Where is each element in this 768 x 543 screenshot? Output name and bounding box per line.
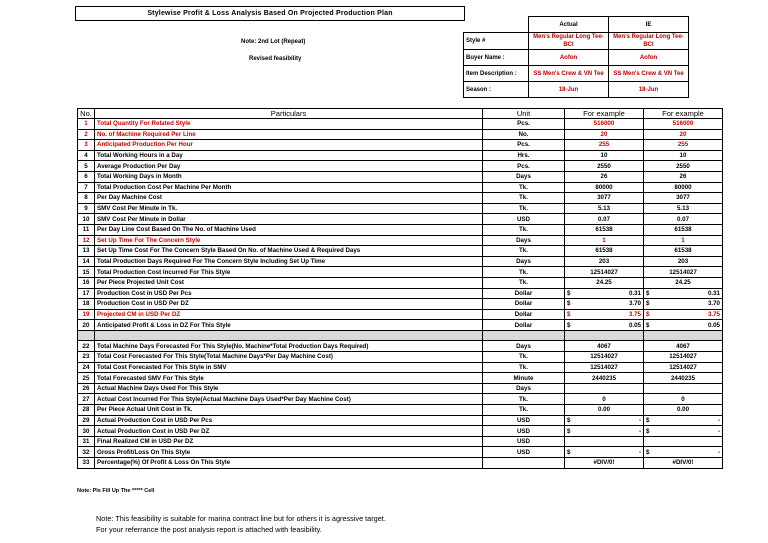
row-value-actual: 12514027 (565, 362, 644, 373)
row-value-ie (644, 320, 723, 331)
row-value-actual (565, 415, 644, 426)
row-value-ie (644, 426, 723, 437)
table-row (78, 415, 723, 426)
dollar-amount: - (638, 416, 641, 424)
table-row (78, 436, 723, 447)
row-particular: Set Up Time For The Concern Style (95, 235, 483, 246)
row-number: 27 (78, 394, 95, 405)
row-value-actual (565, 288, 644, 299)
row-number: 28 (78, 405, 95, 416)
table-row (78, 235, 723, 246)
ie-column-header: IE (609, 17, 689, 33)
row-value-actual: 3077 (565, 193, 644, 204)
row-value-ie: 20 (644, 129, 723, 140)
dollar-amount: - (638, 448, 641, 456)
currency-symbol: $ (646, 310, 650, 318)
header-info-actual: Men's Regular Long Tee-BCI (529, 33, 609, 50)
currency-symbol: $ (646, 289, 650, 297)
row-unit: Minute (483, 373, 565, 384)
currency-symbol: $ (567, 289, 571, 297)
row-value-ie: 12514027 (644, 362, 723, 373)
row-value-ie: 12514027 (644, 267, 723, 278)
row-value-ie (644, 415, 723, 426)
row-number: 31 (78, 436, 95, 447)
row-unit: Tk. (483, 277, 565, 288)
row-value-ie: 516000 (644, 119, 723, 130)
no-header: No. (78, 109, 95, 119)
table-row (78, 458, 723, 469)
row-value-actual: 26 (565, 171, 644, 182)
row-value-ie: 5.13 (644, 203, 723, 214)
row-unit: Days (483, 256, 565, 267)
row-unit: Days (483, 383, 565, 394)
dollar-amount: - (717, 427, 720, 435)
table-row (78, 405, 723, 416)
table-row (78, 214, 723, 225)
row-particular: Anticipated Production Per Hour (95, 140, 483, 151)
row-unit: Dollar (483, 320, 565, 331)
row-value-ie: 3077 (644, 193, 723, 204)
row-number: 23 (78, 352, 95, 363)
table-row (78, 362, 723, 373)
row-number: 14 (78, 256, 95, 267)
dollar-amount: 3.75 (707, 310, 720, 318)
header-info-ie: SS Men's Crew & VN Tee (609, 66, 689, 82)
row-value-actual: 516000 (565, 119, 644, 130)
dollar-amount: - (717, 416, 720, 424)
row-particular: Total Cost Forecasted For This Style(Total Machine Days*Per Day Machine Cost) (95, 352, 483, 363)
row-particular: Total Working Days in Month (95, 171, 483, 182)
table-row (78, 193, 723, 204)
row-value-actual (565, 330, 644, 341)
table-row (78, 203, 723, 214)
currency-symbol: $ (567, 310, 571, 318)
row-particular: Total Production Cost Incurred For This Style (95, 267, 483, 278)
dollar-amount: 3.70 (707, 300, 720, 308)
row-unit: USD (483, 214, 565, 225)
row-particular: No. of Machine Required Per Line (95, 129, 483, 140)
row-value-actual: 0 (565, 394, 644, 405)
row-particular: Production Cost in USD Per Pcs (95, 288, 483, 299)
row-number: 6 (78, 171, 95, 182)
row-value-ie: 4067 (644, 341, 723, 352)
row-number: 8 (78, 193, 95, 204)
header-info-ie: Aofon (609, 50, 689, 66)
header-info-ie: Men's Regular Long Tee-BCI (609, 33, 689, 50)
row-number: 20 (78, 320, 95, 331)
row-unit (483, 458, 565, 469)
row-value-actual: #DIV/0! (565, 458, 644, 469)
table-row (78, 447, 723, 458)
lot-note: Note: 2nd Lot (Repeat) (241, 39, 306, 45)
row-number: 1 (78, 119, 95, 130)
row-value-ie: 24.25 (644, 277, 723, 288)
row-value-ie: 255 (644, 140, 723, 151)
revised-feasibility-label: Revised feasibility (249, 56, 302, 62)
row-unit: No. (483, 129, 565, 140)
row-particular: Production Cost in USD Per DZ (95, 299, 483, 310)
row-particular: Actual Cost Incurred For This Style(Actual Machine Days Used*Per Day Machine Cost) (95, 394, 483, 405)
row-value-ie: 12514027 (644, 352, 723, 363)
row-unit: Tk. (483, 246, 565, 257)
row-value-ie: 61538 (644, 224, 723, 235)
dollar-amount: 3.70 (628, 300, 641, 308)
row-unit: Dollar (483, 288, 565, 299)
row-number: 13 (78, 246, 95, 257)
row-unit: Tk. (483, 405, 565, 416)
row-number: 4 (78, 150, 95, 161)
table-row (78, 341, 723, 352)
table-row (78, 140, 723, 151)
table-row (78, 320, 723, 331)
currency-symbol: $ (567, 427, 571, 435)
row-particular: Per Day Machine Cost (95, 193, 483, 204)
dollar-amount: 0.31 (707, 289, 720, 297)
row-unit: USD (483, 426, 565, 437)
row-number: 19 (78, 309, 95, 320)
row-particular: Total Forecasted SMV For This Style (95, 373, 483, 384)
row-particular: Actual Machine Days Used For This Style (95, 383, 483, 394)
header-info-actual: 18-Jun (529, 82, 609, 98)
row-value-ie (644, 447, 723, 458)
row-unit: Tk. (483, 267, 565, 278)
footer-note-line1: Note: This feasibility is suitable for marina contract line but for others it is agressive target. (96, 514, 386, 523)
header-info-actual: SS Men's Crew & VN Tee (529, 66, 609, 82)
row-value-actual: 24.25 (565, 277, 644, 288)
table-row (78, 119, 723, 130)
header-info-label: Season : (464, 82, 529, 98)
style-header-table (463, 16, 689, 98)
row-value-actual: 2550 (565, 161, 644, 172)
table-row (78, 330, 723, 341)
table-row (78, 426, 723, 437)
row-number: 11 (78, 224, 95, 235)
row-particular: Total Quantity For Related Style (95, 119, 483, 130)
dollar-amount: 0.31 (628, 289, 641, 297)
row-value-ie: 203 (644, 256, 723, 267)
row-number: 33 (78, 458, 95, 469)
table-row (78, 373, 723, 384)
row-value-actual (565, 299, 644, 310)
row-number: 24 (78, 362, 95, 373)
row-value-ie: 0 (644, 394, 723, 405)
particulars-header: Particulars (95, 109, 483, 119)
row-value-ie: 61538 (644, 246, 723, 257)
row-particular: Actual Production Cost in USD Per Pcs (95, 415, 483, 426)
row-value-actual: 1 (565, 235, 644, 246)
row-unit: Hrs. (483, 150, 565, 161)
table-row (78, 256, 723, 267)
unit-header: Unit (483, 109, 565, 119)
row-unit: Pcs. (483, 119, 565, 130)
header-info-label: Style # (464, 33, 529, 50)
row-unit: USD (483, 436, 565, 447)
row-number: 22 (78, 341, 95, 352)
row-number: 32 (78, 447, 95, 458)
analysis-table (77, 108, 723, 469)
table-row (78, 182, 723, 193)
row-number: 18 (78, 299, 95, 310)
row-value-actual (565, 383, 644, 394)
row-value-ie: 0.00 (644, 405, 723, 416)
table-row (78, 150, 723, 161)
dollar-amount: - (638, 427, 641, 435)
table-row (78, 383, 723, 394)
row-unit: Tk. (483, 224, 565, 235)
row-value-ie (644, 330, 723, 341)
row-number: 17 (78, 288, 95, 299)
currency-symbol: $ (567, 416, 571, 424)
table-header-row (78, 109, 723, 119)
header-info-row (464, 33, 689, 50)
table-row (78, 246, 723, 257)
row-particular: Total Cost Forecasted For This Style in SMV (95, 362, 483, 373)
header-info-row (464, 66, 689, 82)
row-particular (95, 330, 483, 341)
row-unit: Tk. (483, 362, 565, 373)
row-number: 5 (78, 161, 95, 172)
row-particular: Total Working Hours in a Day (95, 150, 483, 161)
row-particular: SMV Cost Per Minute in Tk. (95, 203, 483, 214)
row-particular: Percentage(%) Of Profit & Loss On This Style (95, 458, 483, 469)
header-info-label: Buyer Name : (464, 50, 529, 66)
row-value-ie: 80000 (644, 182, 723, 193)
value-header-2: For example (644, 109, 723, 119)
row-value-ie: 0.07 (644, 214, 723, 225)
table-row (78, 288, 723, 299)
row-number: 30 (78, 426, 95, 437)
row-unit: Days (483, 171, 565, 182)
table-row (78, 352, 723, 363)
row-value-actual: 12514027 (565, 267, 644, 278)
footer-note-line2: For your referrance the post analysis report is attached with feasibility. (96, 525, 322, 534)
currency-symbol: $ (646, 300, 650, 308)
row-value-actual: 203 (565, 256, 644, 267)
row-particular: Total Machine Days Forecasted For This Style(No. Machine*Total Production Days Required) (95, 341, 483, 352)
row-particular: Total Production Days Required For The Concern Style Including Set Up Time (95, 256, 483, 267)
row-particular: Gross Profit/Loss On This Style (95, 447, 483, 458)
row-value-actual: 5.13 (565, 203, 644, 214)
table-row (78, 309, 723, 320)
row-value-ie (644, 288, 723, 299)
row-value-actual: 61538 (565, 224, 644, 235)
row-particular: Actual Production Cost in USD Per DZ (95, 426, 483, 437)
row-unit: Dollar (483, 299, 565, 310)
currency-symbol: $ (567, 300, 571, 308)
row-value-actual (565, 320, 644, 331)
dollar-amount: 0.05 (707, 321, 720, 329)
row-value-actual: 61538 (565, 246, 644, 257)
currency-symbol: $ (567, 448, 571, 456)
row-value-actual (565, 309, 644, 320)
table-row (78, 394, 723, 405)
row-particular: Set Up Time Cost For The Concern Style Based On No. of Machine Used & Required Days (95, 246, 483, 257)
row-unit: Tk. (483, 394, 565, 405)
row-particular: Per Piece Projected Unit Cost (95, 277, 483, 288)
header-info-ie: 18-Jun (609, 82, 689, 98)
row-number: 29 (78, 415, 95, 426)
row-value-actual: 10 (565, 150, 644, 161)
row-value-actual (565, 447, 644, 458)
table-row (78, 267, 723, 278)
row-value-ie: #DIV/0! (644, 458, 723, 469)
actual-column-header: Actual (529, 17, 609, 33)
row-unit: Days (483, 235, 565, 246)
row-number: 7 (78, 182, 95, 193)
row-unit (483, 330, 565, 341)
table-row (78, 171, 723, 182)
currency-symbol: $ (646, 448, 650, 456)
row-unit: Tk. (483, 193, 565, 204)
row-value-actual: 80000 (565, 182, 644, 193)
row-particular: Anticipated Profit & Loss in DZ For This Style (95, 320, 483, 331)
row-value-ie (644, 299, 723, 310)
row-number (78, 330, 95, 341)
row-number: 26 (78, 383, 95, 394)
row-particular: Per Piece Actual Unit Cost in Tk. (95, 405, 483, 416)
currency-symbol: $ (646, 416, 650, 424)
row-unit: Pcs. (483, 140, 565, 151)
header-info-actual: Aofon (529, 50, 609, 66)
currency-symbol: $ (567, 321, 571, 329)
row-particular: Final Realized CM in USD Per DZ (95, 436, 483, 447)
table-row (78, 129, 723, 140)
dollar-amount: 0.05 (628, 321, 641, 329)
row-number: 2 (78, 129, 95, 140)
row-value-ie: 1 (644, 235, 723, 246)
row-value-actual: 2440235 (565, 373, 644, 384)
table-row (78, 277, 723, 288)
row-number: 10 (78, 214, 95, 225)
row-particular: Per Day Line Cost Based On The No. of Machine Used (95, 224, 483, 235)
row-number: 9 (78, 203, 95, 214)
row-value-actual: 255 (565, 140, 644, 151)
sheet-title: Stylewise Profit & Loss Analysis Based On Projected Production Plan (75, 6, 465, 21)
table-row (78, 161, 723, 172)
row-unit: USD (483, 447, 565, 458)
dollar-amount: - (717, 448, 720, 456)
row-particular: SMV Cost Per Minute in Dollar (95, 214, 483, 225)
dollar-amount: 3.75 (628, 310, 641, 318)
row-number: 15 (78, 267, 95, 278)
row-unit: Days (483, 341, 565, 352)
row-value-actual: 12514027 (565, 352, 644, 363)
row-number: 3 (78, 140, 95, 151)
table-row (78, 224, 723, 235)
row-value-actual (565, 436, 644, 447)
value-header-1: For example (565, 109, 644, 119)
row-unit: Pcs. (483, 161, 565, 172)
row-unit: Tk. (483, 182, 565, 193)
currency-symbol: $ (646, 427, 650, 435)
row-unit: Tk. (483, 352, 565, 363)
row-unit: Dollar (483, 309, 565, 320)
row-number: 16 (78, 277, 95, 288)
header-info-row (464, 50, 689, 66)
row-value-actual: 4067 (565, 341, 644, 352)
row-value-actual (565, 426, 644, 437)
row-value-ie (644, 383, 723, 394)
header-info-label: Item Description : (464, 66, 529, 82)
row-particular: Average Production Per Day (95, 161, 483, 172)
row-value-ie: 10 (644, 150, 723, 161)
row-particular: Projected CM in USD Per DZ (95, 309, 483, 320)
currency-symbol: $ (646, 321, 650, 329)
table-row (78, 299, 723, 310)
row-number: 25 (78, 373, 95, 384)
header-info-row (464, 82, 689, 98)
row-value-ie (644, 436, 723, 447)
fill-up-note: Note: Pls Fill Up The ***** Cell (77, 488, 155, 494)
row-unit: USD (483, 415, 565, 426)
row-value-actual: 0.00 (565, 405, 644, 416)
row-number: 12 (78, 235, 95, 246)
row-value-actual: 0.07 (565, 214, 644, 225)
row-value-ie: 26 (644, 171, 723, 182)
row-value-actual: 20 (565, 129, 644, 140)
row-unit: Tk. (483, 203, 565, 214)
row-particular: Total Production Cost Per Machine Per Month (95, 182, 483, 193)
row-value-ie: 2550 (644, 161, 723, 172)
row-value-ie (644, 309, 723, 320)
row-value-ie: 2440235 (644, 373, 723, 384)
